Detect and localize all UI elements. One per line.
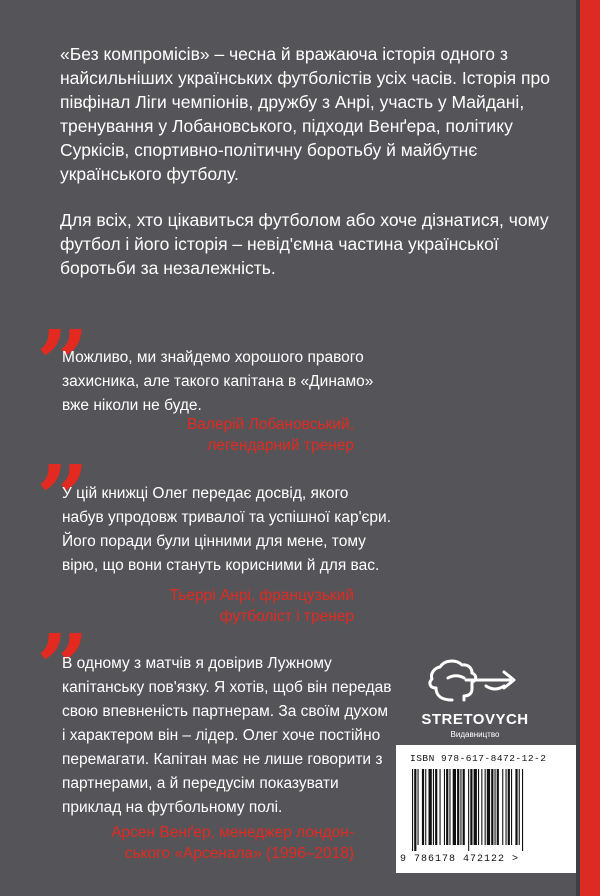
quote-author-1: Валерій Лобановський, xyxy=(186,416,354,433)
quote-text-3: В одному з матчів я довірив Лужному капітанську пов'язку. Я хотів, щоб він передав свою впевненість партнерам. За своїм духом і характером він – лідер. Олег хоче постійно перемагати. Капітан має не лише говорити з партнерами, а й передусім показувати приклад на футбольному полі. xyxy=(62,655,392,816)
barcode-bar xyxy=(481,769,482,845)
barcode-bar xyxy=(522,769,523,851)
barcode-bar xyxy=(502,769,503,845)
quote-author-2: Тьеррі Анрі, французький xyxy=(169,587,354,604)
barcode-bar xyxy=(446,769,448,845)
barcode-bar xyxy=(425,769,426,845)
quote-mark-icon: ” xyxy=(36,614,83,722)
barcode-bar xyxy=(435,769,437,845)
barcode-bar xyxy=(440,769,441,845)
quote-mark-icon: ” xyxy=(36,310,83,418)
profile-head-arrow-icon xyxy=(420,656,530,704)
barcode-bar xyxy=(457,769,459,845)
quote-role-1: легендарний тренер xyxy=(207,437,354,454)
barcode-bar xyxy=(412,769,413,851)
barcode-bar xyxy=(470,769,472,845)
barcode-bar xyxy=(422,769,424,845)
barcode-bar xyxy=(485,769,486,845)
barcode-box xyxy=(396,745,576,873)
quote-attribution-2 xyxy=(54,585,354,627)
barcode-bar xyxy=(433,769,434,845)
barcode-bar xyxy=(519,769,520,845)
quote-mark-icon: ” xyxy=(36,445,83,553)
barcode-digits: 9 786178 472122 > xyxy=(400,854,520,865)
publisher-subtitle: Видавництво xyxy=(450,730,500,739)
barcode-bars xyxy=(408,769,568,851)
quote-role-2: футболіст і тренер xyxy=(219,608,354,625)
intro-paragraph-1: «Без компромісів» – чесна й вражаюча історія одного з найсильніших українських футболістів усіх часів. Історія про півфінал Ліги чемпіонів, дружбу з Анрі, участь у Майдані, тренування у Лобановського, підходи Венґера, політику Суркісів, спортивно-політичну боротьбу й майбутнє українського футболу. xyxy=(60,44,550,184)
barcode-bar xyxy=(453,769,456,845)
barcode-bar xyxy=(449,769,450,845)
barcode-bar xyxy=(414,769,416,851)
barcode-bar xyxy=(478,769,479,845)
quote-author-3: Арсен Венґер, менеджер лондон- xyxy=(111,824,354,841)
barcode-bar xyxy=(474,769,477,845)
barcode-bar xyxy=(495,769,496,845)
quote-role-3: ського «Арсенала» (1996–2018) xyxy=(124,845,354,862)
intro-paragraph-2: Для всіх, хто цікавиться футболом або хоче дізнатися, чому футбол і його історія – невід'ємна частина української боротьби за незалежність. xyxy=(60,210,549,278)
publisher-logo xyxy=(405,656,545,739)
quote-attribution-3 xyxy=(54,822,354,864)
barcode-bar xyxy=(515,769,517,845)
barcode-bar xyxy=(511,769,512,845)
quote-text-1: Можливо, ми знайдемо хорошого правого захисника, але такого капітана в «Динамо» вже ніколи не буде. xyxy=(62,349,374,414)
quote-text-2: У цій книжці Олег передає досвід, якого набув упродовж тривалої та успішної кар'єри. Його поради були цінними для мене, тому вірю, що вони стануть корисними й для вас. xyxy=(62,485,392,574)
barcode-bar xyxy=(460,769,461,845)
publisher-name: STRETOVYCH xyxy=(421,711,529,728)
barcode-bar xyxy=(497,769,499,845)
barcode-bar xyxy=(487,769,490,845)
barcode-bar xyxy=(508,769,510,845)
red-spine xyxy=(580,0,600,896)
barcode-bar xyxy=(444,769,445,845)
barcode-bar xyxy=(468,769,469,851)
isbn-text: ISBN 978-617-8472-12-2 xyxy=(410,753,547,764)
barcode-bar xyxy=(418,769,419,845)
barcode-bar xyxy=(463,769,465,845)
barcode-bar xyxy=(506,769,507,845)
quote-attribution-1 xyxy=(54,414,354,456)
barcode-bar xyxy=(429,769,432,845)
barcode-bar xyxy=(491,769,493,845)
